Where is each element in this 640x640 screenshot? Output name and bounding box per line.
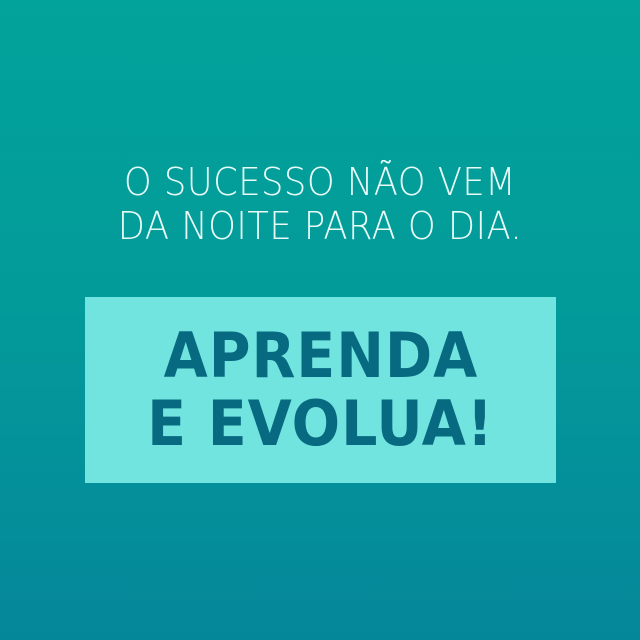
cta-line-2: E EVOLUA! [147,387,494,460]
cta-line-1: APRENDA [163,319,478,392]
cta-box [85,297,556,483]
headline-line-2: DA NOITE PARA O DIA. [117,204,523,248]
headline-line-1: O SUCESSO NÃO VEM [123,160,517,204]
headline [0,160,640,248]
